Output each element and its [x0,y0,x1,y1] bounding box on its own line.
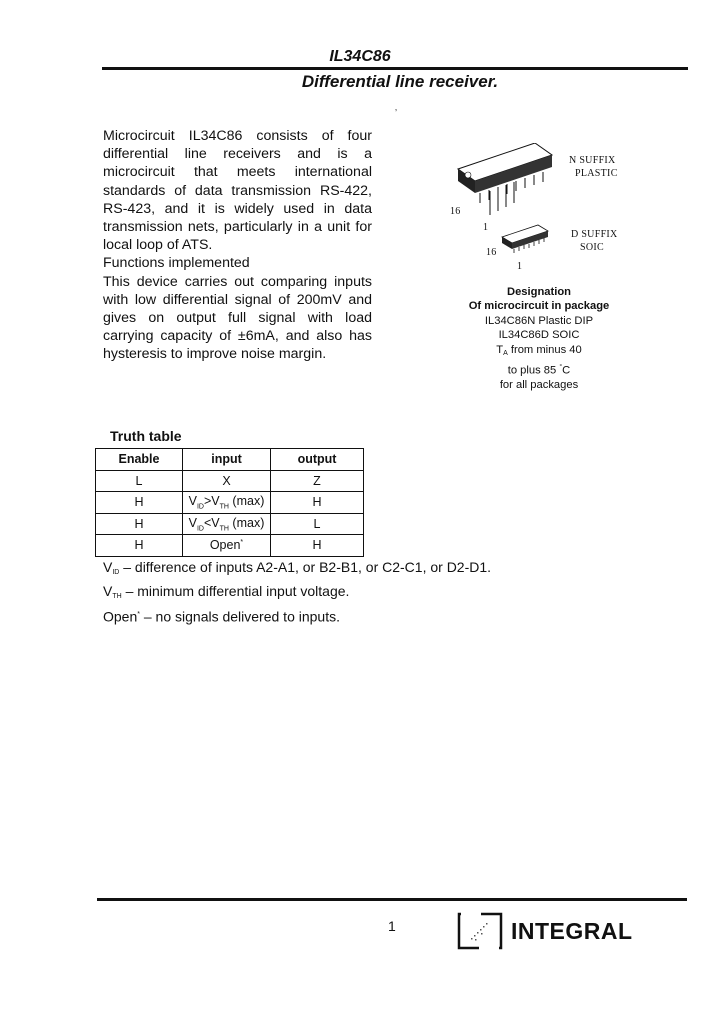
table-row: H $V_{ID}<V_{TH}$ (max) L [96,513,364,535]
truth-table [95,448,364,557]
page-number: 1 [388,918,396,934]
integral-logo-icon [457,912,503,950]
document-subtitle: Differential line receiver. [301,72,499,91]
soic-package-icon [502,225,548,253]
table-row: L X Z [96,470,364,492]
n-suffix-type: PLASTIC [575,168,618,179]
truth-table-title: Truth table [110,428,182,444]
d-pin1-label: 1 [517,261,523,272]
temp-range-min: $T_A$ from minus 40 [496,343,582,357]
table-header-row [96,449,364,471]
designation-block [444,285,634,393]
top-rule [102,67,688,70]
header-output: output [271,449,364,471]
temp-range-scope: for all packages [499,379,579,392]
designation-soic: IL34C86D SOIC [498,329,580,342]
d-suffix-type: SOIC [580,242,604,253]
document-title: IL34C86 [329,48,391,65]
n-pin1-label: 1 [483,222,489,233]
table-row: H $V_{ID}>V_{TH}$ (max) H [96,492,364,514]
description-paragraph: This device carries out comparing inputs with low differential signal of 200mV and gives on output full signal with load carrying capacity of ±6mA, and also has hysteresis to improve noise margin. [103,273,372,363]
functions-heading: Functions implemented [103,255,250,272]
temp-range-max: to plus 85 °C [507,364,571,377]
header-enable: Enable [96,449,183,471]
n-pin16-label: 16 [450,206,461,217]
designation-dip: IL34C86N Plastic DIP [484,314,594,327]
d-pin16-label: 16 [486,247,497,258]
description-block [103,127,372,364]
tick-mark: ‚ [395,102,397,112]
d-suffix-label: D SUFFIX [571,229,618,240]
bottom-rule [97,898,687,901]
brand-name: INTEGRAL [511,918,633,944]
note-vth: $V_{TH}$ – minimum differential input voltage. [103,583,350,601]
designation-heading: Designation [506,286,572,298]
table-row: H Open* H [96,535,364,557]
note-vid: $V_{ID}$ – difference of inputs A2-A1, or B2-B1, or C2-C1, or D2-D1. [103,559,492,576]
description-paragraph: Microcircuit IL34C86 consists of four differential line receivers and is a microcircuit that meets international standards of data transmission RS-422, RS-423, and it is widely used in data transmission nets, particularly in a unit for local loop of ATS. [103,128,372,254]
header-input: input [183,449,271,471]
note-open: Open* – no signals delivered to inputs. [103,609,340,626]
dip-package-icon [458,143,552,215]
designation-subheading: Of microcircuit in package [468,300,610,313]
table-notes [103,558,491,626]
n-suffix-label: N SUFFIX [569,155,616,166]
